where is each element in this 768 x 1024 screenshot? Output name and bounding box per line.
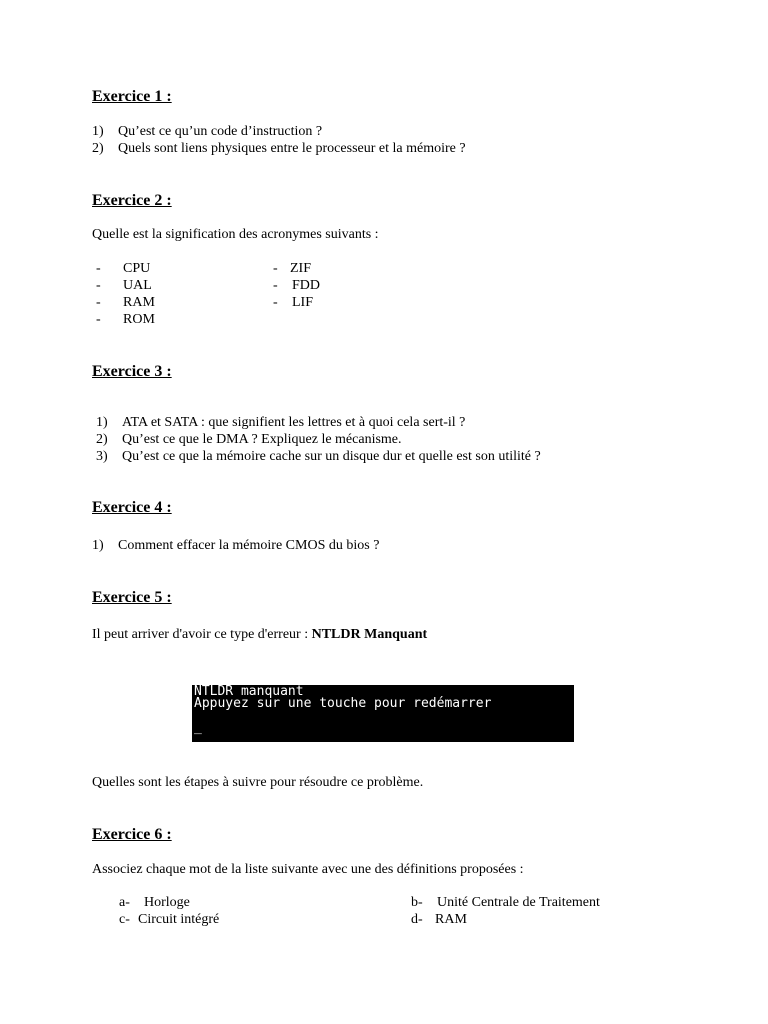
question-number: 2)	[92, 141, 104, 156]
question-text: ATA et SATA : que signifient les lettres et à quoi cela sert-il ?	[122, 415, 466, 430]
question-text: Qu’est ce que la mémoire cache sur un disque dur et quelle est son utilité ?	[122, 449, 541, 464]
exercise-3-question-3	[96, 448, 541, 465]
acronym-dash: -	[273, 278, 278, 293]
acronym-dash: -	[96, 261, 101, 276]
acronym-dash: -	[96, 278, 101, 293]
question-text: Quels sont liens physiques entre le processeur et la mémoire ?	[118, 141, 466, 156]
exercise-6-title: Exercice 6 :	[92, 826, 172, 843]
exercise-1-title: Exercice 1 :	[92, 88, 172, 105]
question-number: 1)	[92, 124, 104, 139]
question-number: 1)	[96, 415, 108, 430]
exercise-1-question-2	[92, 140, 466, 157]
exercise-4-question-1	[92, 537, 379, 554]
term-a-label: a-	[119, 895, 130, 910]
acronym-item: FDD	[292, 278, 321, 293]
term-a: Horloge	[144, 895, 190, 910]
acronym-item: ROM	[123, 312, 155, 327]
term-d-label: d-	[411, 912, 423, 927]
exercise-3-question-2	[96, 431, 402, 448]
exercise-2-title: Exercice 2 :	[92, 192, 172, 209]
acronym-item: ZIF	[290, 261, 311, 276]
exercise-2-intro: Quelle est la signification des acronymes suivants :	[92, 227, 379, 242]
intro-text: Il peut arriver d'avoir ce type d'erreur :	[92, 627, 312, 642]
acronym-dash: -	[96, 295, 101, 310]
terminal-line-2: Appuyez sur une touche pour redémarrer	[194, 696, 492, 711]
error-name: NTLDR Manquant	[311, 627, 428, 642]
term-c: Circuit intégré	[138, 912, 220, 927]
question-number: 1)	[92, 538, 104, 553]
exercise-3-title: Exercice 3 :	[92, 363, 172, 380]
acronym-item: LIF	[292, 295, 313, 310]
question-number: 3)	[96, 449, 108, 464]
error-terminal-screenshot	[192, 685, 574, 742]
term-d: RAM	[435, 912, 467, 927]
term-b: Unité Centrale de Traitement	[437, 895, 600, 910]
question-text: Comment effacer la mémoire CMOS du bios ?	[118, 538, 380, 553]
terminal-cursor: _	[194, 720, 202, 735]
acronym-item: RAM	[123, 295, 155, 310]
acronym-dash: -	[273, 261, 278, 276]
question-number: 2)	[96, 432, 108, 447]
exercise-1-question-1	[92, 123, 322, 140]
acronym-item: CPU	[123, 261, 151, 276]
exercise-6-intro: Associez chaque mot de la liste suivante avec une des définitions proposées :	[92, 862, 524, 877]
exercise-3-question-1	[96, 414, 465, 431]
exercise-5-title: Exercice 5 :	[92, 589, 172, 606]
acronym-item: UAL	[123, 278, 152, 293]
exercise-5-question: Quelles sont les étapes à suivre pour résoudre ce problème.	[92, 775, 424, 790]
terminal-line-1: NTLDR manquant	[194, 684, 304, 699]
acronym-dash: -	[273, 295, 278, 310]
exercise-4-title: Exercice 4 :	[92, 499, 172, 516]
term-b-label: b-	[411, 895, 423, 910]
exercise-5-intro	[92, 626, 427, 643]
acronym-dash: -	[96, 312, 101, 327]
term-c-label: c-	[119, 912, 130, 927]
question-text: Qu’est ce qu’un code d’instruction ?	[118, 124, 323, 139]
question-text: Qu’est ce que le DMA ? Expliquez le mécanisme.	[122, 432, 402, 447]
